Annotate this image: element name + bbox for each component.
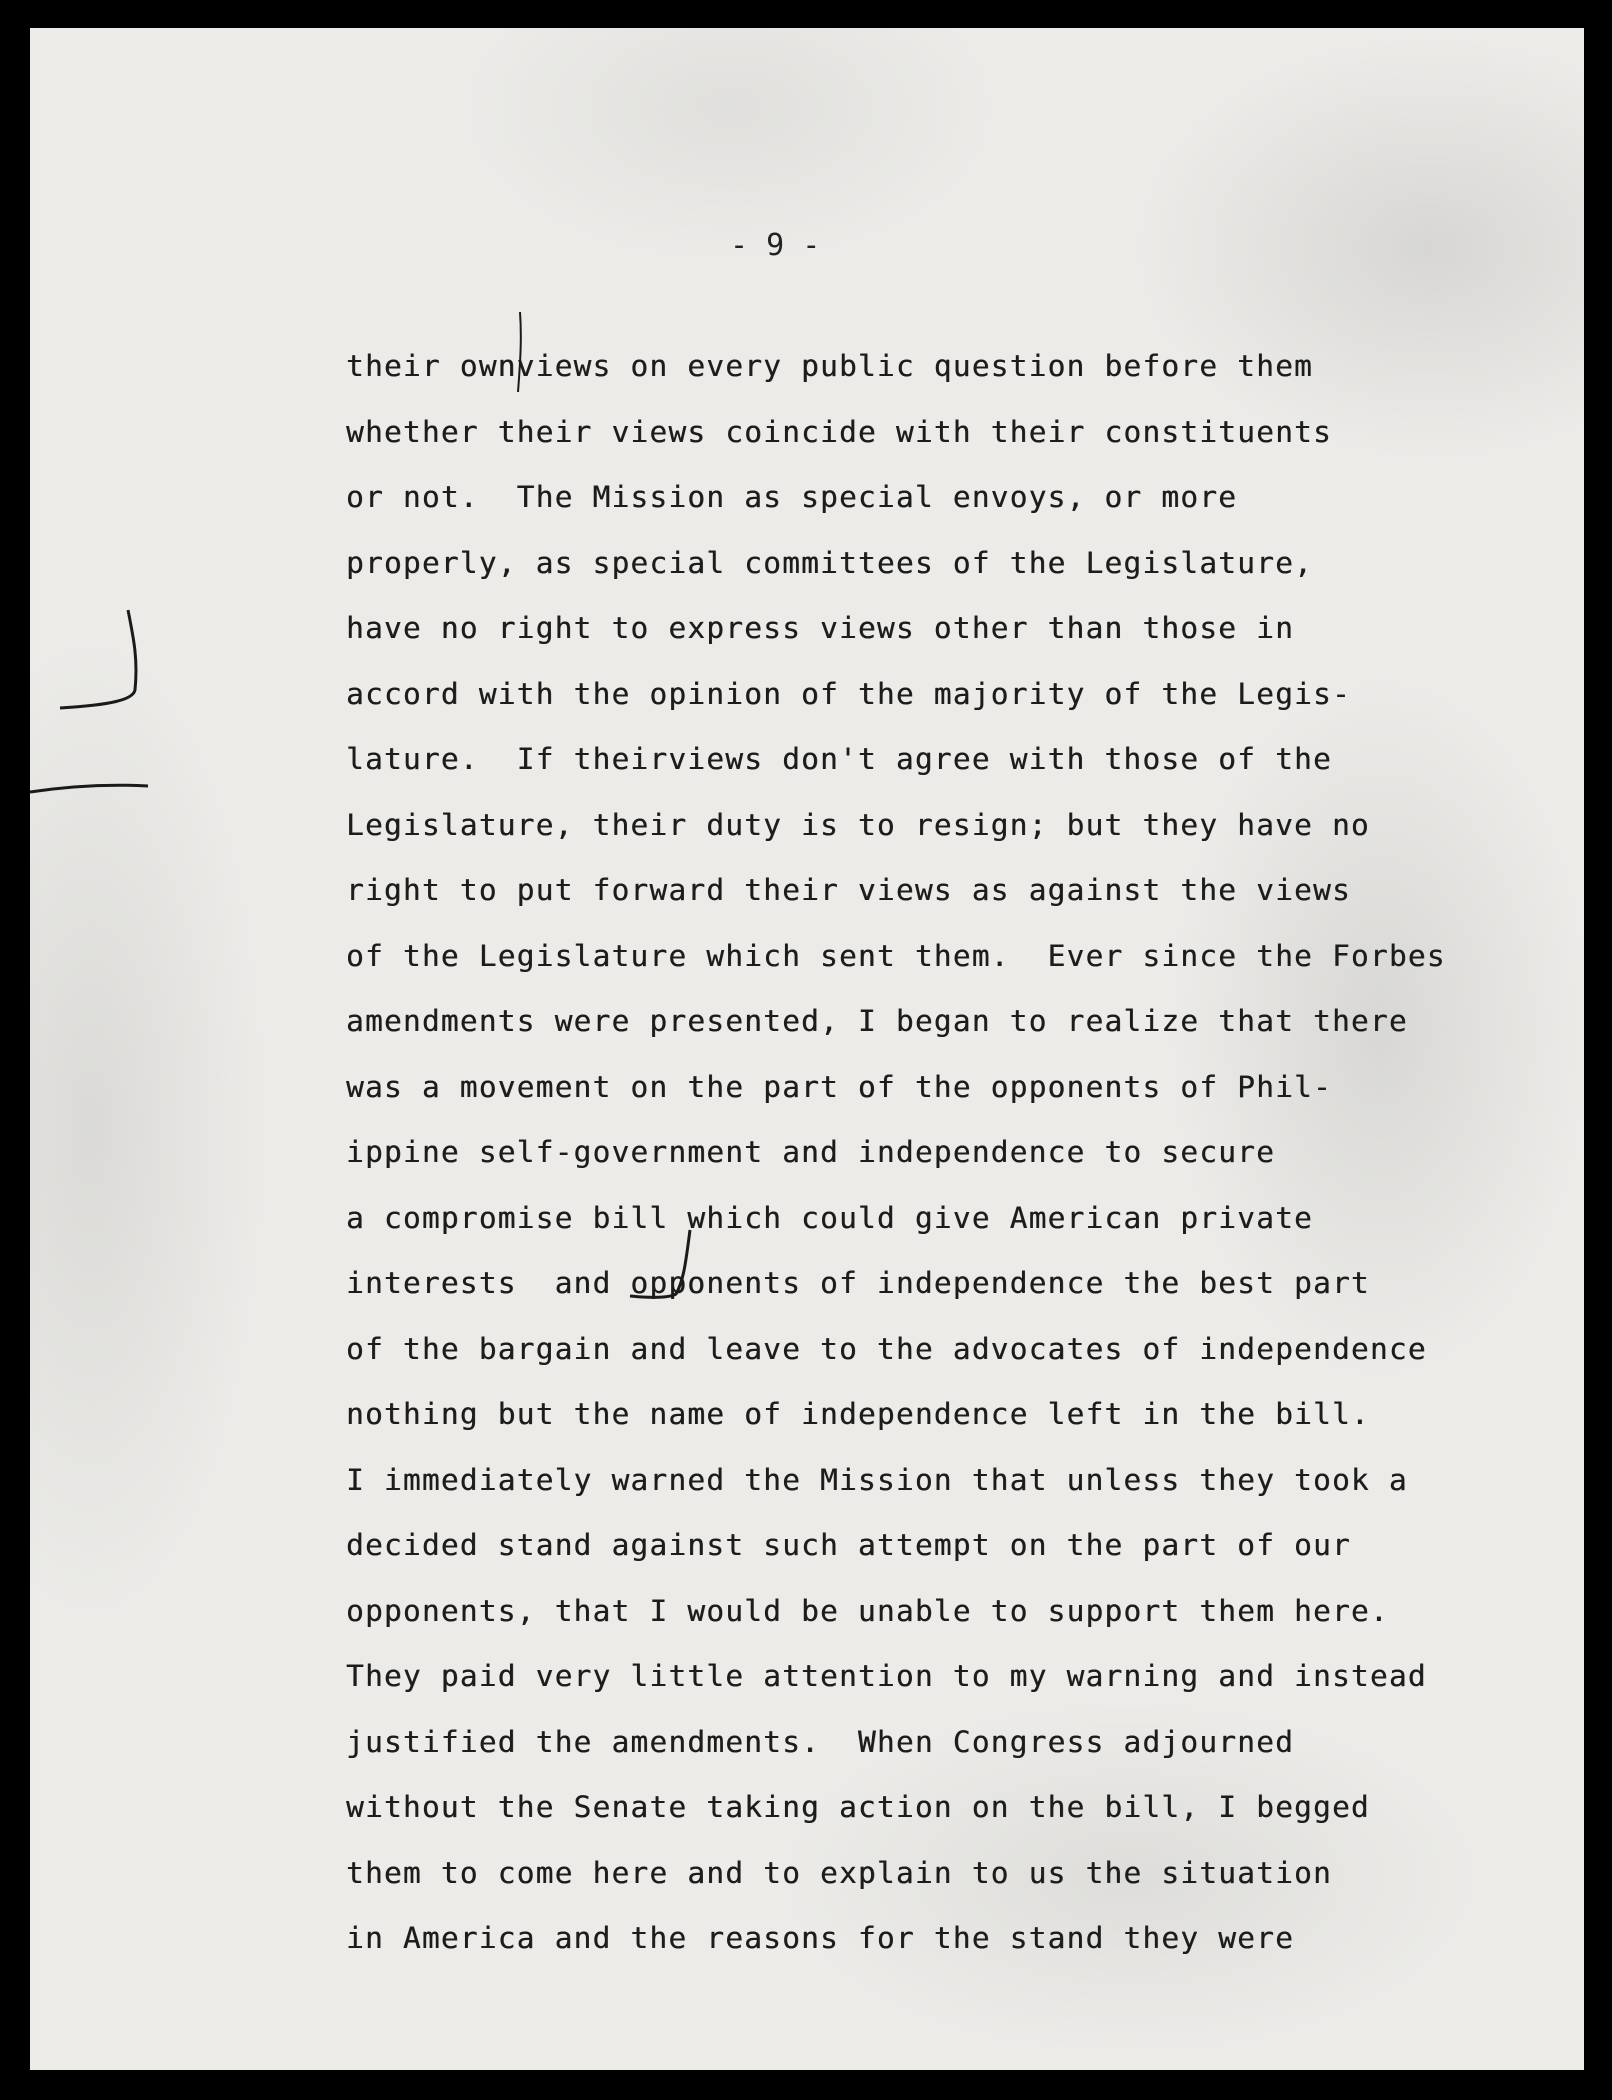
text-line: a compromise bill which could give American private — [346, 1200, 1313, 1235]
text-line: nothing but the name of independence left in the bill. — [346, 1397, 1370, 1431]
text-line: They paid very little attention to my warning and instead — [346, 1659, 1427, 1693]
text-line: was a movement on the part of the opponents of Phil- — [346, 1069, 1332, 1104]
text-line: properly, as special committees of the Legislature, — [346, 545, 1313, 580]
text-line: of the Legislature which sent them. Ever since the Forbes — [346, 938, 1446, 973]
text-line: or not. The Mission as special envoys, or more — [346, 480, 1238, 514]
text-line: amendments were presented, I began to realize that there — [346, 1004, 1408, 1038]
text-line: Legislature, their duty is to resign; but they have no — [346, 807, 1370, 842]
text-line: their ownviews on every public question before them — [346, 349, 1313, 383]
text-line: in America and the reasons for the stand they were — [346, 1921, 1295, 1955]
text-line: decided stand against such attempt on the part of our — [346, 1528, 1351, 1562]
text-line: interests and opponents of independence the best part — [346, 1266, 1370, 1300]
text-line: justified the amendments. When Congress adjourned — [346, 1724, 1295, 1759]
text-line: of the bargain and leave to the advocates of independence — [346, 1331, 1427, 1366]
text-line: right to put forward their views as against the views — [346, 873, 1351, 907]
text-line: I immediately warned the Mission that unless they took a — [346, 1462, 1408, 1497]
typed-body-text — [346, 334, 1576, 1972]
text-line: whether their views coincide with their constituents — [346, 414, 1332, 449]
text-line: lature. If theirviews don't agree with those of the — [346, 742, 1332, 776]
text-line: them to come here and to explain to us the situation — [346, 1855, 1332, 1890]
page-number: - 9 - — [730, 228, 821, 263]
document-page — [30, 28, 1584, 2070]
text-line: ippine self-government and independence to secure — [346, 1135, 1276, 1169]
text-line: opponents, that I would be unable to support them here. — [346, 1593, 1389, 1628]
text-line: without the Senate taking action on the bill, I begged — [346, 1790, 1370, 1824]
text-line: have no right to express views other than those in — [346, 611, 1295, 645]
text-line: accord with the opinion of the majority of the Legis- — [346, 676, 1351, 711]
